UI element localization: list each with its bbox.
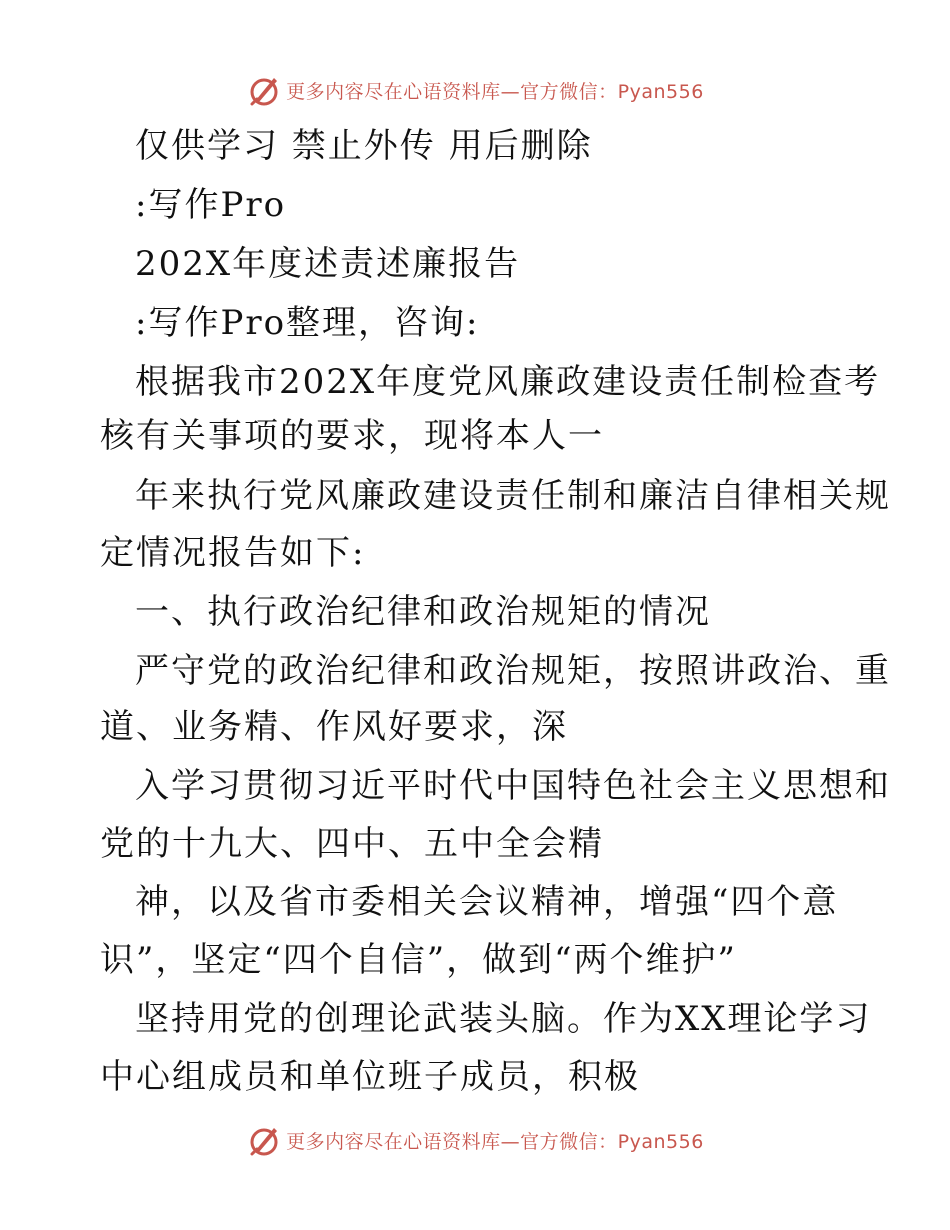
watermark-text: 更多内容尽在心语资料库—官方微信：Pyan556 [286,80,704,103]
doc-line: 严守党的政治纪律和政治规矩，按照讲政治、重 [135,651,891,691]
doc-line: 党的十九大、四中、五中全会精 [100,824,604,864]
doc-line: 核有关事项的要求，现将本人一 [100,416,604,456]
header-watermark [0,72,950,108]
watermark-text: 更多内容尽在心语资料库—官方微信：Pyan556 [286,1130,704,1153]
doc-line: 入学习贯彻习近平时代中国特色社会主义思想和 [135,766,891,806]
doc-line: 神，以及省市委相关会议精神，增强“四个意 [135,882,839,922]
footer-watermark [0,1122,950,1158]
doc-line: 年来执行党风廉政建设责任制和廉洁自律相关规 [135,476,891,516]
doc-line: 道、业务精、作风好要求，深 [100,707,568,747]
doc-line: 识”，坚定“四个自信”，做到“两个维护” [100,940,737,980]
doc-title: 202X年度述责述廉报告 [135,244,521,284]
quill-logo-icon [246,1122,282,1158]
doc-line: 根据我市202X年度党风廉政建设责任制检查考 [135,362,881,402]
doc-line: :写作Pro整理，咨询: [135,303,480,343]
doc-line: :写作Pro [135,185,287,225]
doc-line: 坚持用党的创理论武装头脑。作为XX理论学习 [135,999,872,1039]
doc-line: 仅供学习 禁止外传 用后删除 [135,126,593,166]
quill-logo-icon [246,72,282,108]
doc-line: 中心组成员和单位班子成员，积极 [100,1057,640,1097]
doc-line: 定情况报告如下: [100,533,366,573]
doc-heading: 一、执行政治纪律和政治规矩的情况 [135,592,711,632]
